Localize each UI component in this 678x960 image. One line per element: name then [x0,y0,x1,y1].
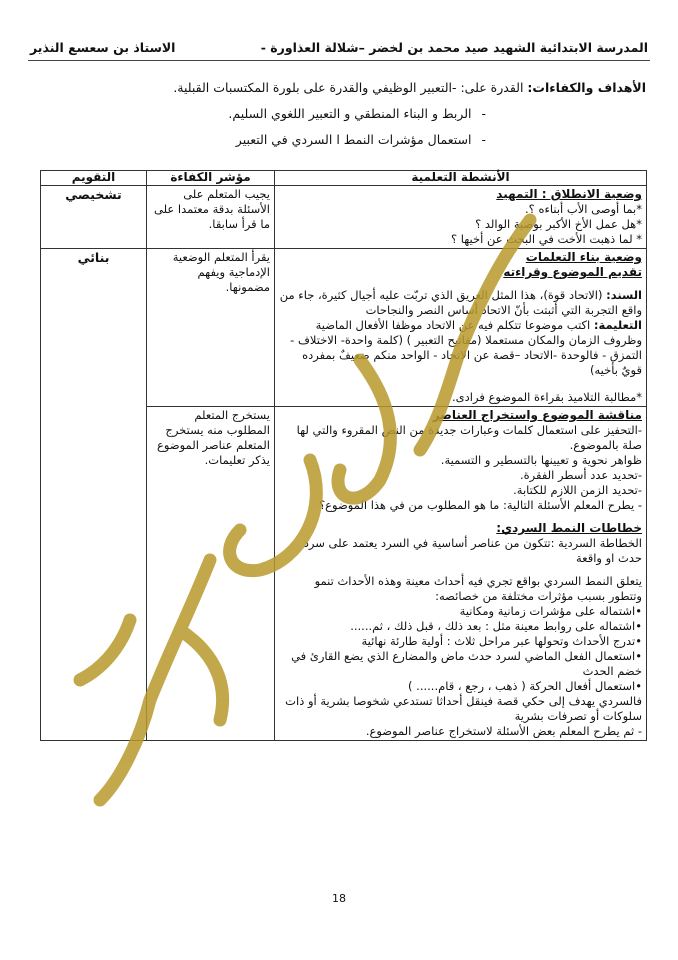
list-item: -تحديد الزمن اللازم للكتابة. [513,483,642,497]
activity-cell [275,249,647,407]
list-item: •تدرج الأحداث وتحولها عبر مراحل ثلاث : أولية طارئة نهائية [361,634,642,648]
goals-line-1: القدرة على: -التعبير الوظيفي والقدرة على بلورة المكتسبات القبلية. [173,80,528,95]
sanad-paragraph [279,288,642,318]
table-header-row [41,171,647,186]
list-item: •اشتماله على روابط معينة مثل : بعد ذلك ، قبل ذلك ، ثم...... [350,619,642,633]
list-item: •اشتماله على مؤشرات زمانية ومكانية [459,604,642,618]
table-row [41,186,647,249]
indicator-cell: يقرأ المتعلم الوضعية الإدماجية ويفهم مضمونها. [147,249,275,407]
list-item: الخطاطة السردية :تتكون من عناصر أساسية في السرد يعتمد على سرد حدث او واقعة [303,536,642,565]
list-item: *بما أوصى الأب أبناءه ؟. [525,202,642,216]
section-title-discussion: مناقشة الموضوع واستخراج العناصر [432,408,642,422]
list-item: يتعلق النمط السردي بواقع تجري فيه أحداث معينة وهذه الأحداث تنمو وتتطور بسبب مؤثرات مختلفة من خصائصه: [314,574,642,603]
page-number: 18 [332,892,346,905]
list-item: - يطرح المعلم الأسئلة التالية: ما هو المطلوب من في هذا الموضوع؟ [319,498,642,512]
section-title-build: وضعية بناء التعلمات [525,250,642,264]
talima-paragraph [279,318,642,378]
goals-label: الأهداف والكفاءات: [527,80,646,95]
list-item: -تحديد عدد أسطر الفقرة. [519,468,642,482]
teacher-name: الاستاذ بن سعسع النذير [30,40,176,55]
list-item: •استعمال أفعال الحركة ( ذهب ، رجع ، قام...... ) [408,679,642,693]
list-item: ظواهر نحوية و تعيينها بالتسطير و التسمية. [440,453,642,467]
header-activities: الأنشطة التعلمية [275,171,647,186]
indicator-cell: يستخرج المتعلم المطلوب منه يستخرج المتعلم عناصر الموضوع يذكر تعليمات. [147,407,275,741]
evaluation-cell: تشخيصي [41,186,147,249]
activity-cell [275,186,647,249]
section-title-narrative: خطاطات النمط السردي: [496,521,642,535]
goals-section [26,80,646,158]
list-item: *هل عمل الأخ الأكبر بوصية الوالد ؟ [475,217,642,231]
list-item: -التحفيز على استعمال كلمات وعبارات جديدة من النص المقروء والتي لها صلة بالموضوع. [296,423,642,452]
table-row [41,249,647,407]
goals-line-3: استعمال مؤشرات النمط ا السردي في التعبير [235,132,472,147]
section-title-present: تقديم الموضوع وقراءته [503,265,642,279]
school-name: المدرسة الابتدائية الشهيد صيد محمد بن لخضر –شلالة العذاورة - [260,40,648,55]
list-item: فالسردي يهدف إلى حكي قصة فينقل أحداثا تستدعي شخوصا بشرية أو ذات سلوكات أو تصرفات بشرية [285,694,642,723]
dash-marker: - [481,106,486,121]
evaluation-cell: بنائي [41,249,147,741]
activity-cell [275,407,647,741]
list-item: •استعمال الفعل الماضي لسرد حدث ماض والمضارع الذي يضع القارئ في خضم الحدث [291,649,642,678]
goals-row-3 [26,132,646,148]
request-line: *مطالبة التلاميذ بقراءة الموضوع فرادى. [452,390,642,404]
goals-row-2 [26,106,646,122]
talima-label: التعليمة: [593,318,642,332]
dash-marker: - [481,132,486,147]
indicator-cell: يجيب المتعلم على الأسئلة بدقة معتمدا على ما قرأ سابقا. [147,186,275,249]
sanad-label: السند: [606,288,642,302]
lesson-table [40,170,647,741]
list-item: * لما ذهبت الأخت في البحث عن أخيها ؟ [450,232,642,246]
list-item: - ثم يطرح المعلم بعض الأسئلة لاستخراج عناصر الموضوع. [365,724,642,738]
talima-text: اكتب موضوعا تتكلم فيه عن الاتحاد موظفا الأفعال الماضية وظروف الزمان والمكان مستعملا (مفاتيح التعبير ) (كلمة واحدة- الاختلاف - التمزق - فالوحدة -الاتحاد –قصة عن الاتحاد - الواحد منكم ضعيفٌ بمفرده قويٌ بأخيه) [290,318,642,377]
header-evaluation: التقويم [41,171,147,186]
goals-line-2: الربط و البناء المنطقي و التعبير اللغوي السليم. [228,106,472,121]
sanad-text: (الاتحاد قوة)، هذا المثل العريق الذي تربّت عليه أجيال كثيرة، جاء من واقع التجربة التي أثبتت بأنّ الاتحاد أساس النصر والنجاحات [279,288,642,317]
header-indicator: مؤشر الكفاءة [147,171,275,186]
section-title-start: وضعية الانطلاق : التمهيد [496,187,642,201]
goals-row-1 [26,80,646,96]
page-header [28,38,650,61]
